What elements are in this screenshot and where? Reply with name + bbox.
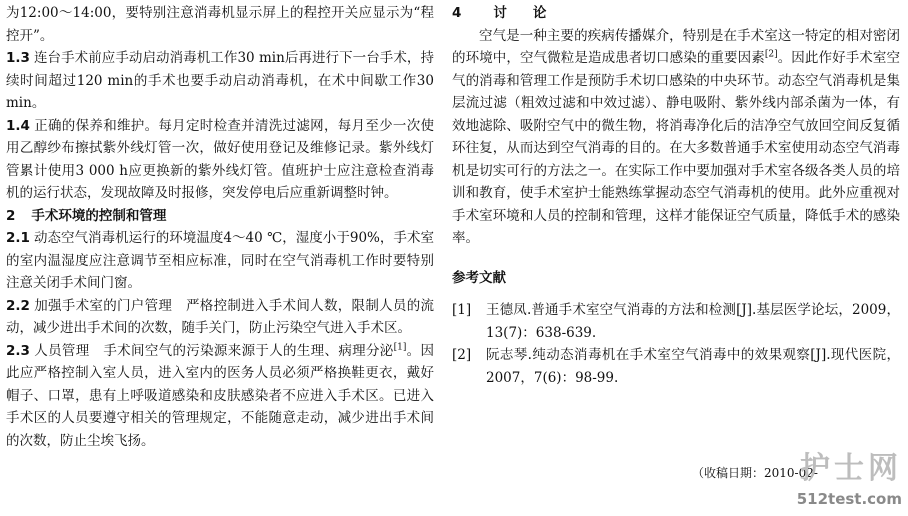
paragraph-continued: 为12:00～14:00，要特别注意消毒机显示屏上的程控开关应显示为“程控开”。 — [6, 5, 434, 44]
section-2-heading — [6, 205, 434, 228]
section-title: 人员管理 — [33, 342, 90, 359]
paragraph-text-cont: 。因此作好手术室空气的消毒和管理工作是预防手术切口感染的中央环节。动态空气消毒机是集层流过滤（粗效过滤和中效过滤）、静电吸附、紫外线内部杀菌为一体，有效地滤除、吸附空气中的微生物，将消毒净化后的洁净空气放回空间反复循环往复，从而达到空气消毒的目的。在大多数普通手术室使用动态空气消毒机是切实可行的方法之一。在实际工作中要加强对手术室各级各类人员的培训和教育，使手术室护士能熟练掌握动态空气消毒机的使用。此外应重视对手术室环境和人员的控制和管理，这样才能保证空气质量，降低手术的感染率。 — [452, 50, 901, 246]
section-4-heading — [452, 2, 900, 25]
heading-number: 2 — [6, 207, 16, 224]
reference-item — [452, 344, 900, 389]
section-number: 2.1 — [6, 230, 30, 246]
section-number: 1.4 — [6, 117, 30, 134]
left-column — [6, 2, 434, 452]
section-title: 加强手术室的门户管理 — [33, 297, 173, 314]
section-text: 动态空气消毒机运行的环境温度4～40 ℃，湿度小于90%，手术室的室内温湿度应注意调节至相应标准，同时在空气消毒机工作时要特别注意关闭手术间门窗。 — [6, 230, 434, 291]
section-2-3 — [6, 340, 434, 453]
section-2-2 — [6, 295, 434, 340]
reference-text: 阮志琴.纯动态消毒机在手术室空气消毒中的效果观察[J].现代医院，2007，7(6)：98-99. — [486, 347, 900, 386]
section-text: 手术间空气的污染源来源于人的生理、病理分泌 — [103, 342, 394, 359]
section-text: 连台手术前应手动启动消毒机工作30 min后再进行下一台手术，持续时间超过120 min的手术也要手动启动消毒机，在术中间歇工作30 min。 — [6, 50, 434, 111]
reference-number: [2] — [452, 347, 472, 363]
section-text: 每月定时检查并清洗过滤网，每月至少一次使用乙醇纱布擦拭紫外线灯管一次，做好使用登记及维修记录。紫外线灯管累计使用3 000 h应更换新的紫外线灯管。值班护士应注意检查消毒机的运行状态，发现故障及时报修，突发停电后应重新调整时钟。 — [6, 117, 435, 201]
received-date: （收稿日期：2010-02- — [692, 466, 818, 480]
paragraph-text: 空气是一种主要的疾病传播媒介，特别是在手术室这一特定的相对密闭的环境中，空气微粒是造成患者切口感染的重要因素 — [452, 27, 900, 66]
section-2-1 — [6, 227, 434, 295]
section-text-cont: 。因此应严格控制入室人员，进入室内的医务人员必须严格换鞋更衣，戴好帽子、口罩，患有上呼吸道感染和皮肤感染者不应进入手术区。已进入手术区的人员要遵守相关的管理规定，不能随意走动，减少进出手术间的次数，防止尘埃飞扬。 — [6, 342, 435, 449]
reference-item — [452, 299, 900, 344]
heading-text: 讨论 — [493, 5, 573, 21]
section-title: 正确的保养和维护。 — [33, 117, 159, 134]
watermark-title: 护士网 — [800, 451, 902, 486]
section-number: 2.2 — [6, 297, 30, 314]
heading-text: 手术环境的控制和管理 — [31, 207, 167, 224]
heading-number: 4 — [452, 5, 462, 21]
citation: [2] — [764, 49, 778, 60]
watermark-url: 512test.com — [796, 490, 902, 508]
section-1-3 — [6, 47, 434, 115]
watermark — [772, 448, 908, 516]
citation: [1] — [393, 342, 407, 352]
section-1-4 — [6, 115, 434, 205]
references-title: 参考文献 — [452, 269, 506, 286]
section-text: 严格控制进入手术间人数，限制人员的流动，减少进出手术间的次数，随手关门，防止污染空气进入手术区。 — [6, 297, 435, 336]
reference-number: [1] — [452, 302, 472, 318]
section-number: 2.3 — [6, 342, 30, 359]
discussion-paragraph — [452, 25, 900, 250]
reference-text: 王德凤.普通手术室空气消毒的方法和检测[J].基层医学论坛，2009，13(7)：638-639. — [486, 302, 900, 341]
section-number: 1.3 — [6, 50, 30, 66]
right-column — [452, 2, 900, 389]
